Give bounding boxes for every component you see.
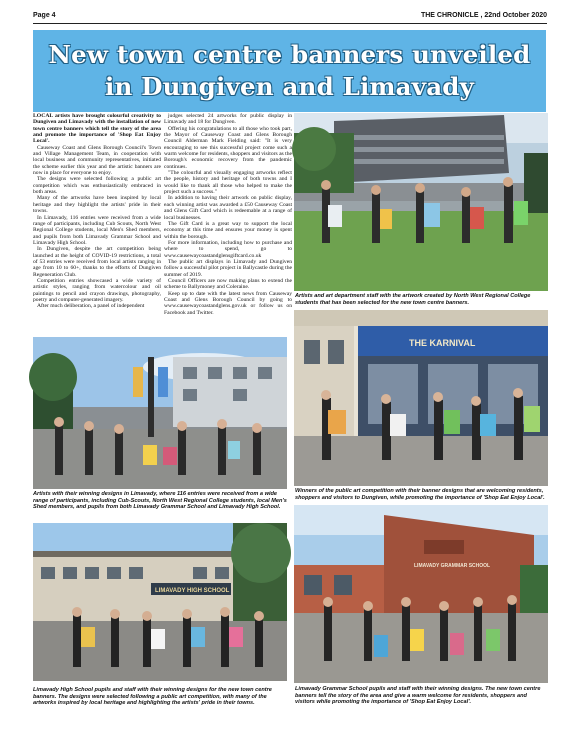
article-paragraph: In Dungiven, despite the art competition being launched at the height of COVID-19 restrictions, a total of 53 entries were received from local artists ranging in age from 10 to 60+, thanks to the efforts of Dungiven Regeneration Club. xyxy=(33,246,161,278)
caption-photo-1: Artists and art department staff with the artwork created by North West Regional College students that has been selected for the new town centre banners. xyxy=(295,293,531,306)
article-paragraph: For more information, including how to purchase and where to spend, go to www.causewaycoastandglensgiftcard.co.uk xyxy=(164,239,292,259)
article-paragraph: In addition to having their artwork on public display, each winning artist was awarded a £50 Causeway Coast and Glens Gift Card which is redeemable at a range of local businesses. xyxy=(164,195,292,221)
caption-photo-3: Winners of the public art competition with their banner designs that are welcoming residents, shoppers and visitors to Dungiven, while promoting the importance of 'Shop Eat Enjoy Local'. xyxy=(295,488,545,501)
caption-photo-4: Limavady High School pupils and staff with their winning designs for the new town centre banners. The designs were selected following a public art competition, with many of the artworks inspired by local heritage and highlighting the artists' pride in their towns. xyxy=(33,687,272,707)
photo-limavady-grammar-school xyxy=(294,505,548,683)
grammar-school-sign: LIMAVADY GRAMMAR SCHOOL xyxy=(414,563,491,569)
article-paragraph: Competition entries showcased a wide variety of artistic styles, ranging from watercolour and oil paintings to pencil and crayon drawings, photography, poetry and computer-generated imagery. xyxy=(33,277,161,303)
caption-photo-5: Limavady Grammar School pupils and staff with their winning designs. The new town centre banners tell the story of the area and give a warm welcome for residents, shoppers and visitors while promoting the importance of 'Shop Eat Enjoy Local'. xyxy=(295,686,541,706)
article-column-1 xyxy=(33,113,161,333)
headline: New town centre banners unveiled in Dungiven and Limavady xyxy=(48,39,531,101)
article-paragraph: "The colourful and visually engaging artworks reflect the people, history and heritage of both towns and I would like to thank all those who helped to make the project such a success." xyxy=(164,170,292,196)
photo-limavady-artists xyxy=(33,337,287,489)
article-paragraph: Council Officers are now making plans to extend the scheme to Ballymoney and Coleraine. xyxy=(164,277,292,291)
article-paragraph: The Gift Card is a great way to support the local economy at this time and ensures your money is spent within the borough. xyxy=(164,220,292,240)
article-column-2 xyxy=(164,113,292,316)
photo-limavady-high-school xyxy=(33,523,287,681)
page-number: Page 4 xyxy=(33,12,56,19)
photo-college-group xyxy=(294,113,548,291)
photo-dungiven-winners xyxy=(294,310,548,486)
article-paragraph: Offering his congratulations to all those who took part, the Mayor of Causeway Coast and Glens Borough Council Alderman Mark Fielding said: "It is very encouraging to see this successful project come such a warm welcome for residents, shoppers and visitors as the Borough's economic recovery from the pandemic continues. xyxy=(164,125,292,170)
masthead-date: THE CHRONICLE , 22nd October 2020 xyxy=(420,12,547,19)
article-paragraph: judges selected 24 artworks for public display in Limavady and 18 for Dungiven. xyxy=(164,113,292,126)
article-paragraph: The designs were selected following a public art competition which was enthusiastically embraced in both areas. xyxy=(33,176,161,196)
article-standfirst: LOCAL artists have brought colourful creativity to Dungiven and Limavady with the installation of new town centre banners which tell the story of the area and promote the importance of 'Shop Eat Enjoy Local'. xyxy=(33,113,161,145)
headline-band xyxy=(33,30,546,112)
article-paragraph: Many of the artworks have been inspired by local heritage and they highlight the artists' pride in their towns. xyxy=(33,195,161,215)
article-paragraph: Keep up to date with the latest news from Causeway Coast and Glens Borough Council by going to www.causewaycoastandglens.gov.uk or follow us on Facebook and Twitter. xyxy=(164,290,292,316)
school-sign: LIMAVADY HIGH SCHOOL xyxy=(155,588,230,594)
article-paragraph: Causeway Coast and Glens Borough Council's Town and Village Management Team, in cooperation with local business and community representatives, initiated the scheme earlier this year and the artistic banners are now in place for everyone to enjoy. xyxy=(33,144,161,177)
caption-photo-2: Artists with their winning designs in Limavady, where 116 entries were received from a wide range of participants, including Cub-Scouts, North West Regional College students, local Men's Shed members, and pupils from both Limavady Grammar School and Limavady High School. xyxy=(33,491,287,511)
article-paragraph: The public art displays in Limavady and Dungiven follow a successful pilot project in Ballycastle during the summer of 2019. xyxy=(164,258,292,278)
article-paragraph: After much deliberation, a panel of independent xyxy=(37,303,145,310)
folio-rule xyxy=(33,23,547,24)
shopfront-sign: THE KARNIVAL xyxy=(409,338,476,348)
article-paragraph: In Limavady, 116 entries were received from a wide range of participants, including Cub Scouts, North West Regional College students, local Men's Shed members, and pupils from both Limavady Grammar School and Limavady High School. xyxy=(33,214,161,246)
